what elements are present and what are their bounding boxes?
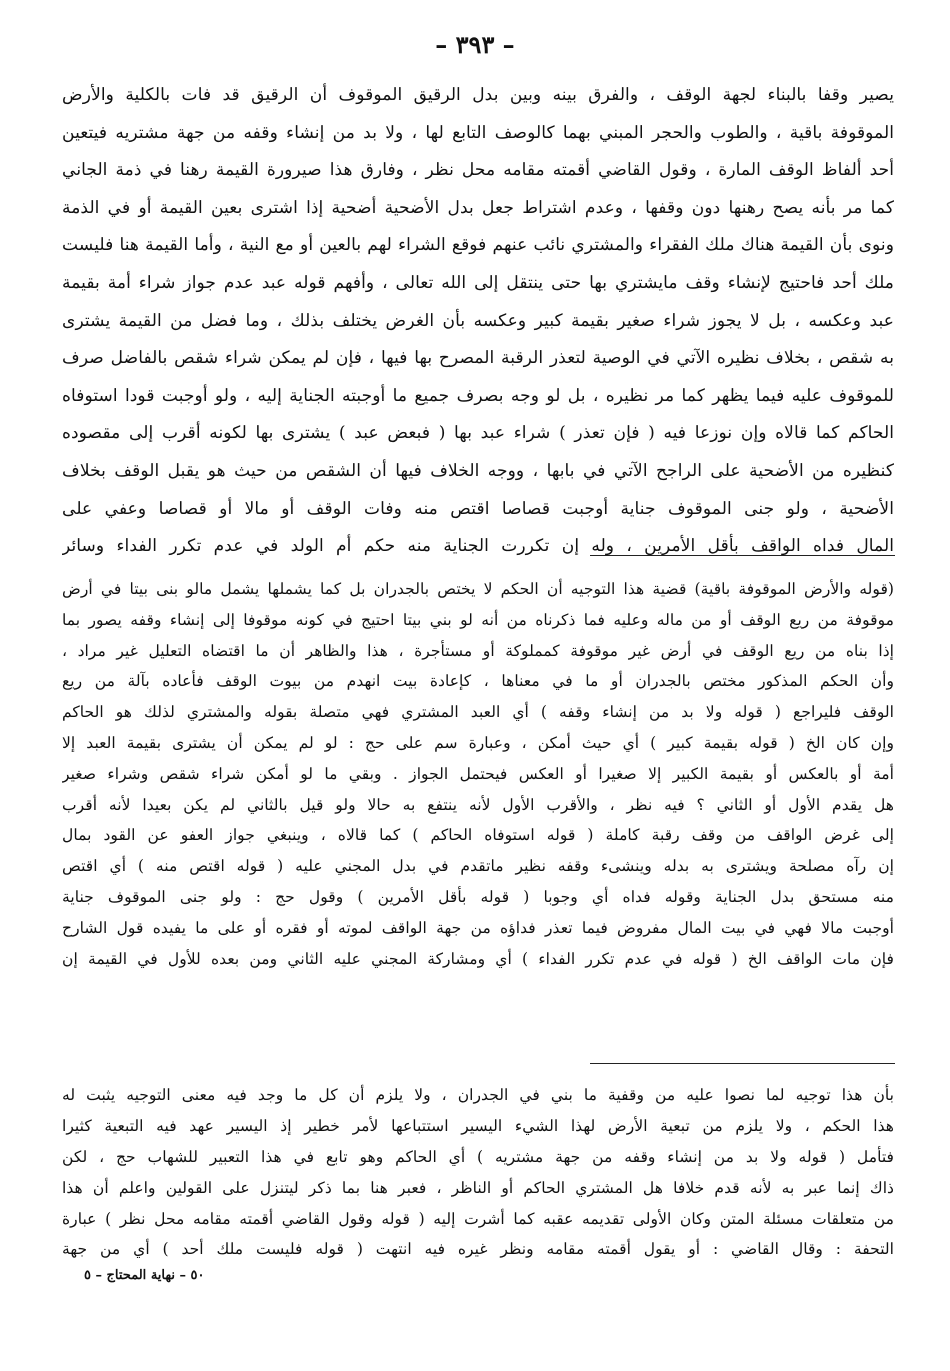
main-text-line: الموقوفة باقية ، والطوب والحجر المبني بهما كالوصف التابع لها ، ولا بد من إنشاء وقفه من جهة مشتريه فيتعين [62,122,894,143]
main-text-line: كنظيره من الأضحية على الراجح الآتي في بابها ، ووجه الخلاف فيها أن الشقص من حيث هو يقبل الوقف بخلاف [62,460,894,481]
commentary-line: إذا بناه من ريع الوقف في أرض غير موقوفة كمملوكة أو مستأجرة ، هذا والظاهر أن ما اقتضاه التعليل غير مراد ، [62,641,894,660]
commentary-line: منه مستحق بدل الجناية وقوله فداه أي وجوبا ( قوله بأقل الأمرين ) وقول حج : ولو جنى الموقوف جناية [62,887,894,906]
commentary-line: الوقف فليراجع ( قوله ولا بد من إنشاء وقفه ) أي العبد المشتري فهي متصلة بقوله والمشتري لذلك هو الحاكم [62,703,894,722]
commentary-line: التحفة : وقال القاضي : أو يقول أقمته مقامه ونظر غيره فيه انتهت ( قوله فليست ملك أحد ) أي من جهة [62,1240,894,1259]
commentary-line: موقوفة من ريع الوقف أو من ماله وعليه فما ذكرناه من أنه لو بني بيتا احتيج في كونه موقوفا إلى إنشاء وقفه يصور بما [62,610,894,629]
main-text-line: أحد ألفاظ الوقف المارة ، وقول القاضي أقمته مقامه محل نظر ، وفارق هذا صيرورة القيمة رهنا في ذمة الجاني [62,160,894,181]
commentary-line: وإن كان الخ ( قوله بقيمة كبير ) أي حيث أمكن ، وعبارة سم على حج : لو لم يمكن أن يشترى بقيمة العبد إلا [62,733,894,752]
main-text-line: ونوى بأن القيمة هناك ملك الفقراء والمشتري نائب عنهم فوقع الشراء لهم بالعين أو مع النية ، وأما القيمة هنا فليست [62,235,894,256]
main-text-line: به شقص ، بخلاف نظيره الآتي في الوصية لتعذر الرقبة المصرح بها فيها ، فإن لم يمكن شراء شقص بالفاضل صرف [62,348,894,369]
main-text-line: يصير وقفا بالبناء لجهة الوقف ، والفرق بينه وبين بدل الرقيق الموقوف أن الرقيق قد فات بالكلية والأرض [62,85,894,105]
commentary-line: هذا الحكم ، ولا يلزم من تبعية الأرض لهذا الشيء اليسير استتباعها لأمر خطير إذ اليسير عهد فيه التبعية كثيرا [62,1116,894,1135]
commentary-divider [590,555,895,556]
commentary-line: فإن مات الواقف الخ ( قوله في عدم تكرر الفداء ) أي ومشاركة المجني عليه الثاني ومن بعده للأول في القيمة إن [62,949,894,968]
commentary-second [62,1080,894,1265]
main-text-line: الأضحية ، ولو جنى الموقوف جناية أوجبت قصاصا اقتص منه وفات الوقف أو مالا أو قصاصا وعفي على [62,498,894,519]
commentary-line: ذاك إنما عبر به لأنه قدم خلافا هل المشتري الحاكم أو الناظر ، فعبر هنا بما ذكر ليتنزل على القولين واعلم أن هذا [62,1178,894,1197]
main-text-line: المال فداه الواقف بأقل الأمرين ، وله إن تكررت الجناية منه حكم أم الولد في عدم تكرر الفداء وسائر [62,536,894,557]
commentary-line: أمة أو بالعكس أو بقيمة الكبير إلا صغيرا أو العكس فيحتمل الجواز . وبقي ما لو أمكن شراء شقص وشراء صغير [62,764,894,783]
commentary-line: فتأمل ( قوله ولا بد من إنشاء وقفه من جهة مشتريه ) أي الحاكم وهو تابع في هذا التعبير للشهاب حج ، لكن [62,1147,894,1166]
commentary-line: أوجبت مالا فهي في بيت المال مفروض فيما تعذر فداؤه من جهة الواقف لموته أو فقره أو على ما يفيده قول الشارح [62,918,894,937]
main-text-line: كما مر بأنه يصح رهنها دون وقفها ، وعدم اشتراط جعل بدل الأضحية أضحية إذا اشترى بعين القيمة أو في الذمة [62,197,894,218]
commentary-divider [590,1063,895,1064]
commentary-first [62,574,894,974]
commentary-line: هل يقدم الأول أو الثاني ؟ فيه نظر ، والأقرب الأول لأنه ينتفع به حالا ولو قيل بالثاني لم يكن بعيدا لأنه أقرب [62,795,894,814]
commentary-line: بأن هذا توجيه لما نصوا عليه من وقفية ما بني في الجدران ، ولا يلزم أن كل ما وجد فيه معنى التوجيه يثبت له [62,1086,894,1104]
main-text-line: ملك أحد فاحتيج لإنشاء وقف مايشتري بها حتى ينتقل إلى الله تعالى ، وأفهم قوله عبد عدم جواز شراء أمة بقيمة [62,272,894,293]
commentary-line: وأن الحكم المذكور مختص بالجدران أو ما في معناها ، كإعادة بيت انهدم من بيوت الوقف فأعاده بآلة من ريع [62,672,894,691]
commentary-line: إن رآه مصلحة ويشترى به بدله وينشىء وقفه نظير ماتقدم في بدل المجني عليه ( قوله اقتص منه ) أي اقتص [62,857,894,876]
page-number: – ٣٩٣ – [435,30,515,59]
commentary-line: إلى غرض الواقف من وقف رقبة كاملة ( قوله استوفاه الحاكم ) كما قالاه ، وينبغي جواز العفو عن القود بمال [62,826,894,845]
commentary-line: (قوله والأرض الموقوفة باقية) قضية هذا التوجيه أن الحكم لا يختص بالجدران بل كما يشملها يشمل مالو بنى بيتا في أرض [62,580,894,598]
main-text-line: للموقوف عليه فيما يظهر كما مر نظيره ، بل لو وجه بصرف جميع ما أوجبته الجناية إليه ، ولو أوجبت قودا استوفاه [62,385,894,406]
main-text-line: الحاكم كما قالاه وإن نوزعا فيه ( فإن تعذر ) شراء عبد بها ( فبعض عبد ) يشترى بها لكونه أقرب إلى مقصوده [62,423,894,444]
commentary-line: من متعلقات مسئلة المتن وكان الأولى تقديمه عقبه كما أشرت إليه ( قوله وقول القاضي أقمته مقامه محل نظر ) عبارة [62,1209,894,1228]
main-text-line: عبد وعكسه ، بل لا يجوز شراء صغير بقيمة كبير وعكسه بأن الغرض يختلف بذلك ، وما فضل من القيمة يشترى [62,310,894,331]
footer-signature: ٥٠ – نهاية المحتاج – ٥ [84,1268,205,1283]
main-text [62,77,894,566]
